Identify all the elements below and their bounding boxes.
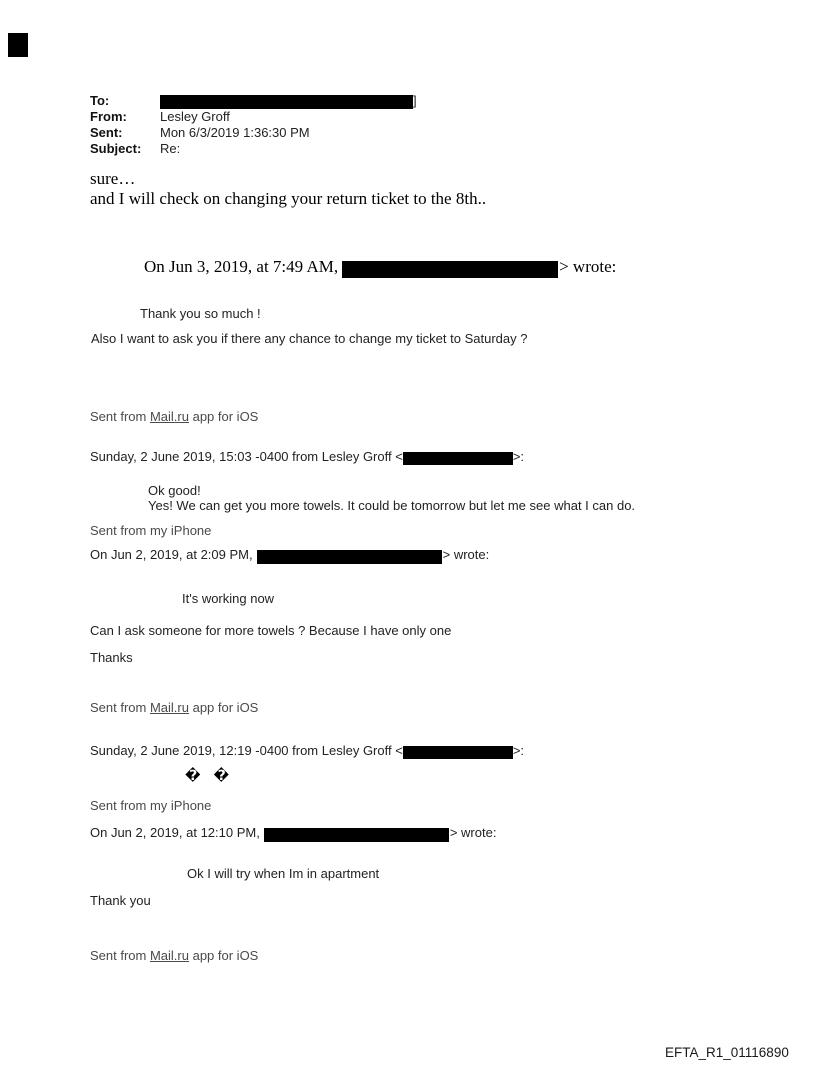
reply4-attribution (90, 743, 524, 759)
reply3-body-line3: Thanks (90, 650, 133, 665)
reply2-body-line2: Yes! We can get you more towels. It could be tomorrow but let me see what I can do. (148, 498, 636, 513)
reply4-redaction-bar (403, 746, 513, 759)
reply2-attribution-prefix: Sunday, 2 June 2019, 15:03 -0400 from Lesley Groff < (90, 449, 403, 464)
reply1-redaction-bar (342, 261, 558, 278)
sent-value: Mon 6/3/2019 1:36:30 PM (160, 125, 310, 140)
signature-mailru-suffix: app for iOS (188, 409, 259, 424)
from-value: Lesley Groff (160, 109, 230, 124)
scan-artifact-redaction-mark (8, 33, 28, 57)
reply2-attribution (90, 449, 524, 465)
header-row-sent (90, 125, 310, 141)
reply3-body-line1: It's working now (182, 591, 275, 606)
reply1-attribution-prefix: On Jun 3, 2019, at 7:49 AM, (144, 257, 339, 276)
signature-mailru-3 (90, 948, 258, 964)
reply4-attribution-suffix: >: (512, 743, 525, 758)
header-row-from (90, 109, 230, 125)
reply5-attribution-suffix: > wrote: (449, 825, 497, 840)
signature-mailru-suffix: app for iOS (188, 700, 259, 715)
mailru-link[interactable]: Mail.ru (149, 948, 189, 963)
reply1-body-line1: Thank you so much ! (140, 306, 261, 321)
reply5-attribution-prefix: On Jun 2, 2019, at 12:10 PM, (90, 825, 260, 840)
signature-mailru-prefix: Sent from (90, 948, 150, 963)
reply4-attribution-prefix: Sunday, 2 June 2019, 12:19 -0400 from Lesley Groff < (90, 743, 403, 758)
signature-mailru-suffix: app for iOS (188, 948, 259, 963)
reply2-body-line1: Ok good! (148, 483, 201, 498)
reply3-body-line2: Can I ask someone for more towels ? Because I have only one (90, 623, 452, 638)
to-label: To: (90, 93, 110, 108)
header-row-subject (90, 141, 180, 157)
mailru-link[interactable]: Mail.ru (149, 409, 189, 424)
subject-label: Subject: (90, 141, 142, 156)
reply5-body-line2: Thank you (90, 893, 151, 908)
signature-mailru-2 (90, 700, 258, 716)
signature-iphone-1: Sent from my iPhone (90, 523, 212, 538)
reply3-attribution (90, 547, 489, 563)
reply4-body-replacement-chars: � � (185, 768, 234, 784)
reply5-attribution (90, 825, 496, 841)
to-redaction-suffix: ] (413, 93, 417, 108)
signature-mailru-prefix: Sent from (90, 700, 150, 715)
signature-iphone-2: Sent from my iPhone (90, 798, 212, 813)
subject-value: Re: (160, 141, 181, 156)
reply3-redaction-bar (257, 550, 442, 564)
reply5-redaction-bar (264, 828, 449, 842)
message-body-line2: and I will check on changing your return ticket to the 8th.. (90, 189, 487, 208)
sent-label: Sent: (90, 125, 123, 140)
reply2-attribution-suffix: >: (512, 449, 525, 464)
reply1-body-line2: Also I want to ask you if there any chance to change my ticket to Saturday ? (91, 331, 528, 346)
reply1-attribution (144, 257, 616, 277)
to-redaction-bar (160, 95, 413, 109)
reply1-attribution-suffix: > wrote: (559, 257, 617, 276)
header-row-to (90, 93, 417, 109)
signature-mailru-prefix: Sent from (90, 409, 150, 424)
reply3-attribution-prefix: On Jun 2, 2019, at 2:09 PM, (90, 547, 253, 562)
mailru-link[interactable]: Mail.ru (149, 700, 189, 715)
reply3-attribution-suffix: > wrote: (442, 547, 490, 562)
bates-number: EFTA_R1_01116890 (665, 1045, 789, 1060)
from-label: From: (90, 109, 127, 124)
reply5-body-line1: Ok I will try when Im in apartment (187, 866, 380, 881)
signature-mailru-1 (90, 409, 258, 425)
message-body-line1: sure… (90, 169, 136, 188)
reply2-redaction-bar (403, 452, 513, 465)
